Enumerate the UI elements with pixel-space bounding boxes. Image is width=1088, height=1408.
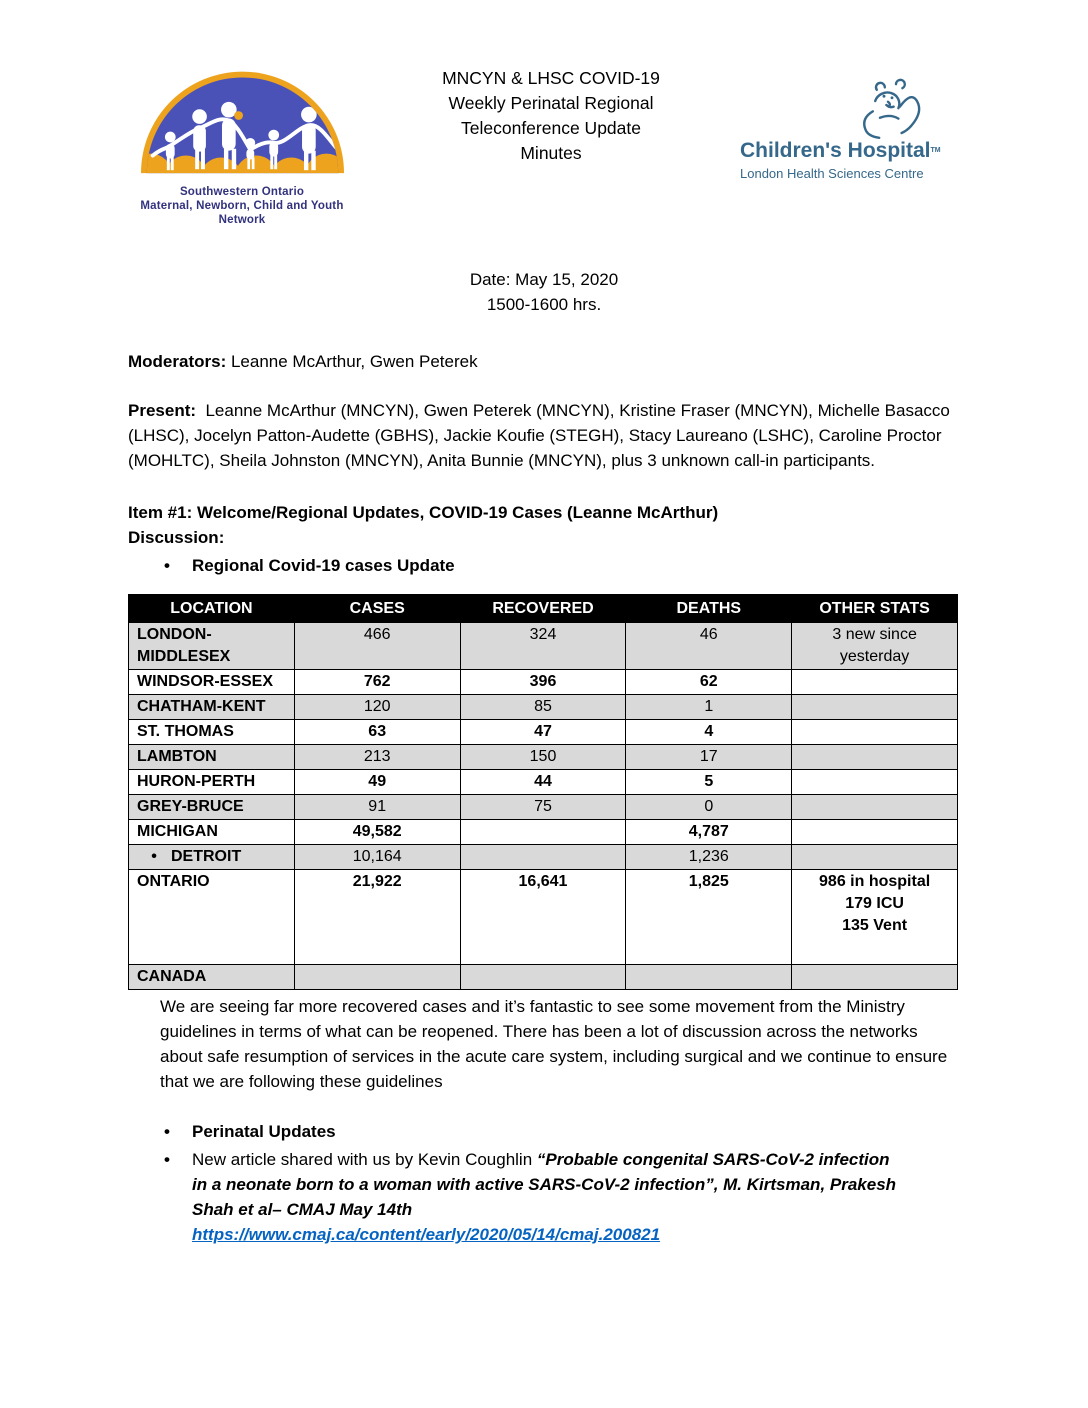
header-cases: CASES — [294, 595, 460, 623]
cmaj-article-link[interactable]: https://www.cmaj.ca/content/early/2020/05/14/cmaj.200821 — [192, 1225, 661, 1244]
cases-cell: 466 — [294, 623, 460, 670]
other-stats-cell — [792, 670, 958, 695]
present-label: Present: — [128, 401, 197, 420]
childrens-hospital-logo — [740, 56, 960, 206]
cases-cell: 213 — [294, 745, 460, 770]
present-value: Leanne McArthur (MNCYN), Gwen Peterek (MNCYN), Kristine Fraser (MNCYN), Michelle Basacco (LHSC), Jocelyn Patton-Audette (GBHS), Jackie Koufie (STEGH), Stacy Laureano (LSHC), Caroline Proctor (MOHLTC), Sheila Johnston (MNCYN), Anita Bunnie (MNCYN), plus 3 unknown call-in participants. — [128, 401, 950, 470]
cases-cell: 63 — [294, 720, 460, 745]
updates-bullet-list — [128, 1119, 960, 1247]
title-line-4: Minutes — [520, 143, 582, 163]
cases-cell: 10,164 — [294, 845, 460, 870]
cases-cell: 21,922 — [294, 870, 460, 965]
deaths-cell: 1,825 — [626, 870, 792, 965]
table-row — [129, 770, 958, 795]
deaths-cell: 4 — [626, 720, 792, 745]
title-line-3: Teleconference Update — [461, 118, 641, 138]
deaths-cell: 0 — [626, 795, 792, 820]
other-stats-cell — [792, 695, 958, 720]
recovered-cell — [460, 965, 626, 990]
table-row — [129, 695, 958, 720]
bullet-regional-label: Regional Covid-19 cases Update — [192, 556, 455, 575]
article-intro: New article shared with us by Kevin Coughlin — [192, 1150, 537, 1169]
present-paragraph — [128, 398, 960, 473]
moderators-label: Moderators: — [128, 352, 227, 371]
location-cell: MICHIGAN — [129, 820, 295, 845]
recovered-cell: 85 — [460, 695, 626, 720]
deaths-cell: 17 — [626, 745, 792, 770]
recovered-cell — [460, 820, 626, 845]
deaths-cell: 5 — [626, 770, 792, 795]
location-cell: HURON-PERTH — [129, 770, 295, 795]
deaths-cell: 46 — [626, 623, 792, 670]
covid-cases-table — [128, 594, 958, 990]
header-deaths: DEATHS — [626, 595, 792, 623]
perinatal-updates-label: Perinatal Updates — [192, 1122, 336, 1141]
table-row — [129, 795, 958, 820]
bullet-new-article — [164, 1147, 960, 1247]
location-cell: • DETROIT — [129, 845, 295, 870]
location-cell: ST. THOMAS — [129, 720, 295, 745]
title-line-2: Weekly Perinatal Regional — [448, 93, 654, 113]
article-citation: “Probable congenital SARS-CoV-2 infection in a neonate born to a woman with active SARS-CoV-2 infection”, M. Kirtsman, Prakesh Shah et al– CMAJ May 14th — [192, 1150, 897, 1219]
time-line: 1500-1600 hrs. — [486, 295, 602, 314]
bullet-dot-icon: • — [151, 848, 157, 865]
lhsc-name: London Health Sciences Centre — [740, 166, 924, 181]
other-stats-cell: 986 in hospital 179 ICU 135 Vent — [792, 870, 958, 965]
bullet-dot-icon: • — [164, 1122, 170, 1141]
header-location: LOCATION — [129, 595, 295, 623]
childrens-hospital-wordmark — [740, 138, 941, 182]
other-stats-cell: 3 new since yesterday — [792, 623, 958, 670]
location-cell: CHATHAM-KENT — [129, 695, 295, 720]
other-stats-cell — [792, 820, 958, 845]
table-header-row — [129, 595, 958, 623]
other-stats-cell — [792, 965, 958, 990]
date-block — [128, 267, 960, 317]
article-text — [192, 1147, 904, 1247]
cases-cell: 91 — [294, 795, 460, 820]
table-row — [129, 870, 958, 965]
recovered-cell: 396 — [460, 670, 626, 695]
deaths-cell: 4,787 — [626, 820, 792, 845]
recovered-cell: 47 — [460, 720, 626, 745]
location-cell: LAMBTON — [129, 745, 295, 770]
header-recovered: RECOVERED — [460, 595, 626, 623]
table-row — [129, 745, 958, 770]
deaths-cell: 1 — [626, 695, 792, 720]
cases-cell — [294, 965, 460, 990]
location-cell: CANADA — [129, 965, 295, 990]
deaths-cell — [626, 965, 792, 990]
table-row — [129, 820, 958, 845]
table-row — [129, 623, 958, 670]
bullet-regional-updates — [164, 553, 960, 578]
location-cell: WINDSOR-ESSEX — [129, 670, 295, 695]
recovered-cell: 44 — [460, 770, 626, 795]
other-stats-cell — [792, 720, 958, 745]
recovered-cell: 16,641 — [460, 870, 626, 965]
table-row — [129, 720, 958, 745]
cases-cell: 762 — [294, 670, 460, 695]
deaths-cell: 1,236 — [626, 845, 792, 870]
recovered-cell: 324 — [460, 623, 626, 670]
location-cell: GREY-BRUCE — [129, 795, 295, 820]
other-stats-cell — [792, 845, 958, 870]
other-stats-cell — [792, 745, 958, 770]
location-cell: ONTARIO — [129, 870, 295, 965]
document-title — [362, 56, 740, 166]
recovered-cell: 150 — [460, 745, 626, 770]
cases-cell: 49,582 — [294, 820, 460, 845]
cases-cell: 49 — [294, 770, 460, 795]
header-other-stats: OTHER STATS — [792, 595, 958, 623]
covid-table-body — [129, 623, 958, 990]
recovered-cell — [460, 845, 626, 870]
title-line-1: MNCYN & LHSC COVID-19 — [442, 68, 660, 88]
childrens-hospital-name: Children's Hospital™ — [740, 139, 941, 162]
mncyn-logo — [122, 56, 362, 227]
discussion-paragraph: We are seeing far more recovered cases and it’s fantastic to see some movement from the Ministry guidelines in terms of what can be reopened. There has been a lot of discussion across the networks about safe resumption of services in the acute care system, including surgical and we continue to ensure that we are following these guidelines — [160, 997, 948, 1091]
recovered-cell: 75 — [460, 795, 626, 820]
bullet-perinatal-updates — [164, 1119, 960, 1144]
moderators-line — [128, 349, 960, 374]
bullet-dot-icon: • — [164, 556, 170, 575]
discussion-label: Discussion: — [128, 528, 225, 547]
other-stats-cell — [792, 795, 958, 820]
table-row — [129, 670, 958, 695]
mncyn-family-dome-icon — [135, 56, 350, 178]
item1-heading: Item #1: Welcome/Regional Updates, COVID-19 Cases (Leanne McArthur) — [128, 503, 719, 522]
deaths-cell: 62 — [626, 670, 792, 695]
table-row — [129, 965, 958, 990]
trademark-symbol: TM — [930, 147, 941, 154]
bullet-dot-icon: • — [164, 1150, 170, 1169]
location-cell: LONDON-MIDDLESEX — [129, 623, 295, 670]
table-row — [129, 845, 958, 870]
date-line: Date: May 15, 2020 — [469, 270, 619, 289]
mncyn-logo-caption-line1: Southwestern Ontario — [179, 186, 305, 198]
other-stats-cell — [792, 770, 958, 795]
document-header — [128, 56, 960, 227]
moderators-value: Leanne McArthur, Gwen Peterek — [226, 352, 478, 371]
cases-cell: 120 — [294, 695, 460, 720]
mncyn-logo-caption-line2: Maternal, Newborn, Child and Youth Network — [140, 200, 344, 226]
